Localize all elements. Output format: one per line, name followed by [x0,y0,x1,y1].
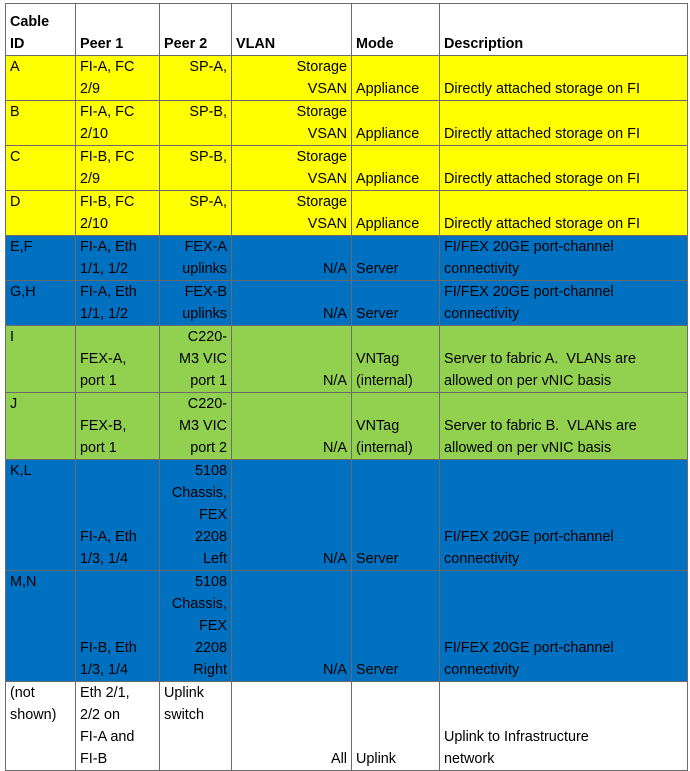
cell-peer1: FI-A, Eth 1/1, 1/2 [76,236,160,281]
cell-peer2: 5108 Chassis, FEX 2208 Left [160,460,232,571]
cell-peer1: FI-A, Eth 1/3, 1/4 [76,460,160,571]
cell-mode: Server [352,236,440,281]
cell-mode: Server [352,571,440,682]
cell-description: Server to fabric A. VLANs are allowed on per vNIC basis [440,326,688,393]
cell-cable-id: I [6,326,76,393]
cell-vlan: N/A [232,281,352,326]
cell-description: FI/FEX 20GE port-channel connectivity [440,236,688,281]
cell-vlan: All [232,682,352,771]
cell-peer2: FEX-A uplinks [160,236,232,281]
header-row [6,4,688,56]
cell-description: Server to fabric B. VLANs are allowed on per vNIC basis [440,393,688,460]
table-row [6,191,688,236]
cell-peer1: FI-A, FC 2/9 [76,56,160,101]
cell-description: Directly attached storage on FI [440,101,688,146]
table-row [6,236,688,281]
table-row [6,56,688,101]
table-row [6,682,688,771]
cell-cable-id: (not shown) [6,682,76,771]
cell-vlan: N/A [232,326,352,393]
cell-vlan: Storage VSAN [232,191,352,236]
cell-mode: VNTag (internal) [352,393,440,460]
cell-peer2: SP-A, [160,191,232,236]
cell-cable-id: B [6,101,76,146]
cell-mode: Appliance [352,56,440,101]
cell-description: Directly attached storage on FI [440,191,688,236]
header-peer1: Peer 1 [76,4,160,56]
cell-peer2: FEX-B uplinks [160,281,232,326]
table-row [6,460,688,571]
cell-peer1: FI-B, FC 2/9 [76,146,160,191]
cell-mode: Appliance [352,191,440,236]
header-peer2: Peer 2 [160,4,232,56]
cell-vlan: N/A [232,571,352,682]
cell-peer2: SP-B, [160,101,232,146]
cell-vlan: N/A [232,460,352,571]
cell-vlan: Storage VSAN [232,101,352,146]
cell-peer2: SP-B, [160,146,232,191]
cell-cable-id: G,H [6,281,76,326]
table-row [6,101,688,146]
cell-cable-id: D [6,191,76,236]
cell-description: Directly attached storage on FI [440,146,688,191]
cell-peer1: FI-A, Eth 1/1, 1/2 [76,281,160,326]
cell-mode: Appliance [352,101,440,146]
cell-mode: Uplink [352,682,440,771]
cell-peer1: FI-B, Eth 1/3, 1/4 [76,571,160,682]
cell-peer2: SP-A, [160,56,232,101]
header-mode: Mode [352,4,440,56]
cell-peer2: C220- M3 VIC port 1 [160,326,232,393]
table-row [6,393,688,460]
cell-vlan: Storage VSAN [232,146,352,191]
cell-description: FI/FEX 20GE port-channel connectivity [440,460,688,571]
cell-description: FI/FEX 20GE port-channel connectivity [440,281,688,326]
cell-vlan: N/A [232,236,352,281]
cable-table [5,3,688,771]
cell-vlan: Storage VSAN [232,56,352,101]
cell-description: Directly attached storage on FI [440,56,688,101]
table-row [6,326,688,393]
cell-mode: Server [352,281,440,326]
table-row [6,281,688,326]
header-vlan: VLAN [232,4,352,56]
cell-description: Uplink to Infrastructure network [440,682,688,771]
cell-cable-id: A [6,56,76,101]
cell-description: FI/FEX 20GE port-channel connectivity [440,571,688,682]
cell-peer1: FI-A, FC 2/10 [76,101,160,146]
cell-peer1: FEX-A, port 1 [76,326,160,393]
cell-vlan: N/A [232,393,352,460]
cell-mode: VNTag (internal) [352,326,440,393]
table-row [6,571,688,682]
cell-mode: Server [352,460,440,571]
cell-peer2: Uplink switch [160,682,232,771]
header-description: Description [440,4,688,56]
cell-peer1: FI-B, FC 2/10 [76,191,160,236]
header-cable-id: Cable ID [6,4,76,56]
cell-cable-id: K,L [6,460,76,571]
cell-peer1: Eth 2/1, 2/2 on FI-A and FI-B [76,682,160,771]
cell-cable-id: E,F [6,236,76,281]
cell-peer2: 5108 Chassis, FEX 2208 Right [160,571,232,682]
table-row [6,146,688,191]
cell-cable-id: M,N [6,571,76,682]
cell-peer2: C220- M3 VIC port 2 [160,393,232,460]
cell-cable-id: J [6,393,76,460]
cell-mode: Appliance [352,146,440,191]
cell-peer1: FEX-B, port 1 [76,393,160,460]
cell-cable-id: C [6,146,76,191]
